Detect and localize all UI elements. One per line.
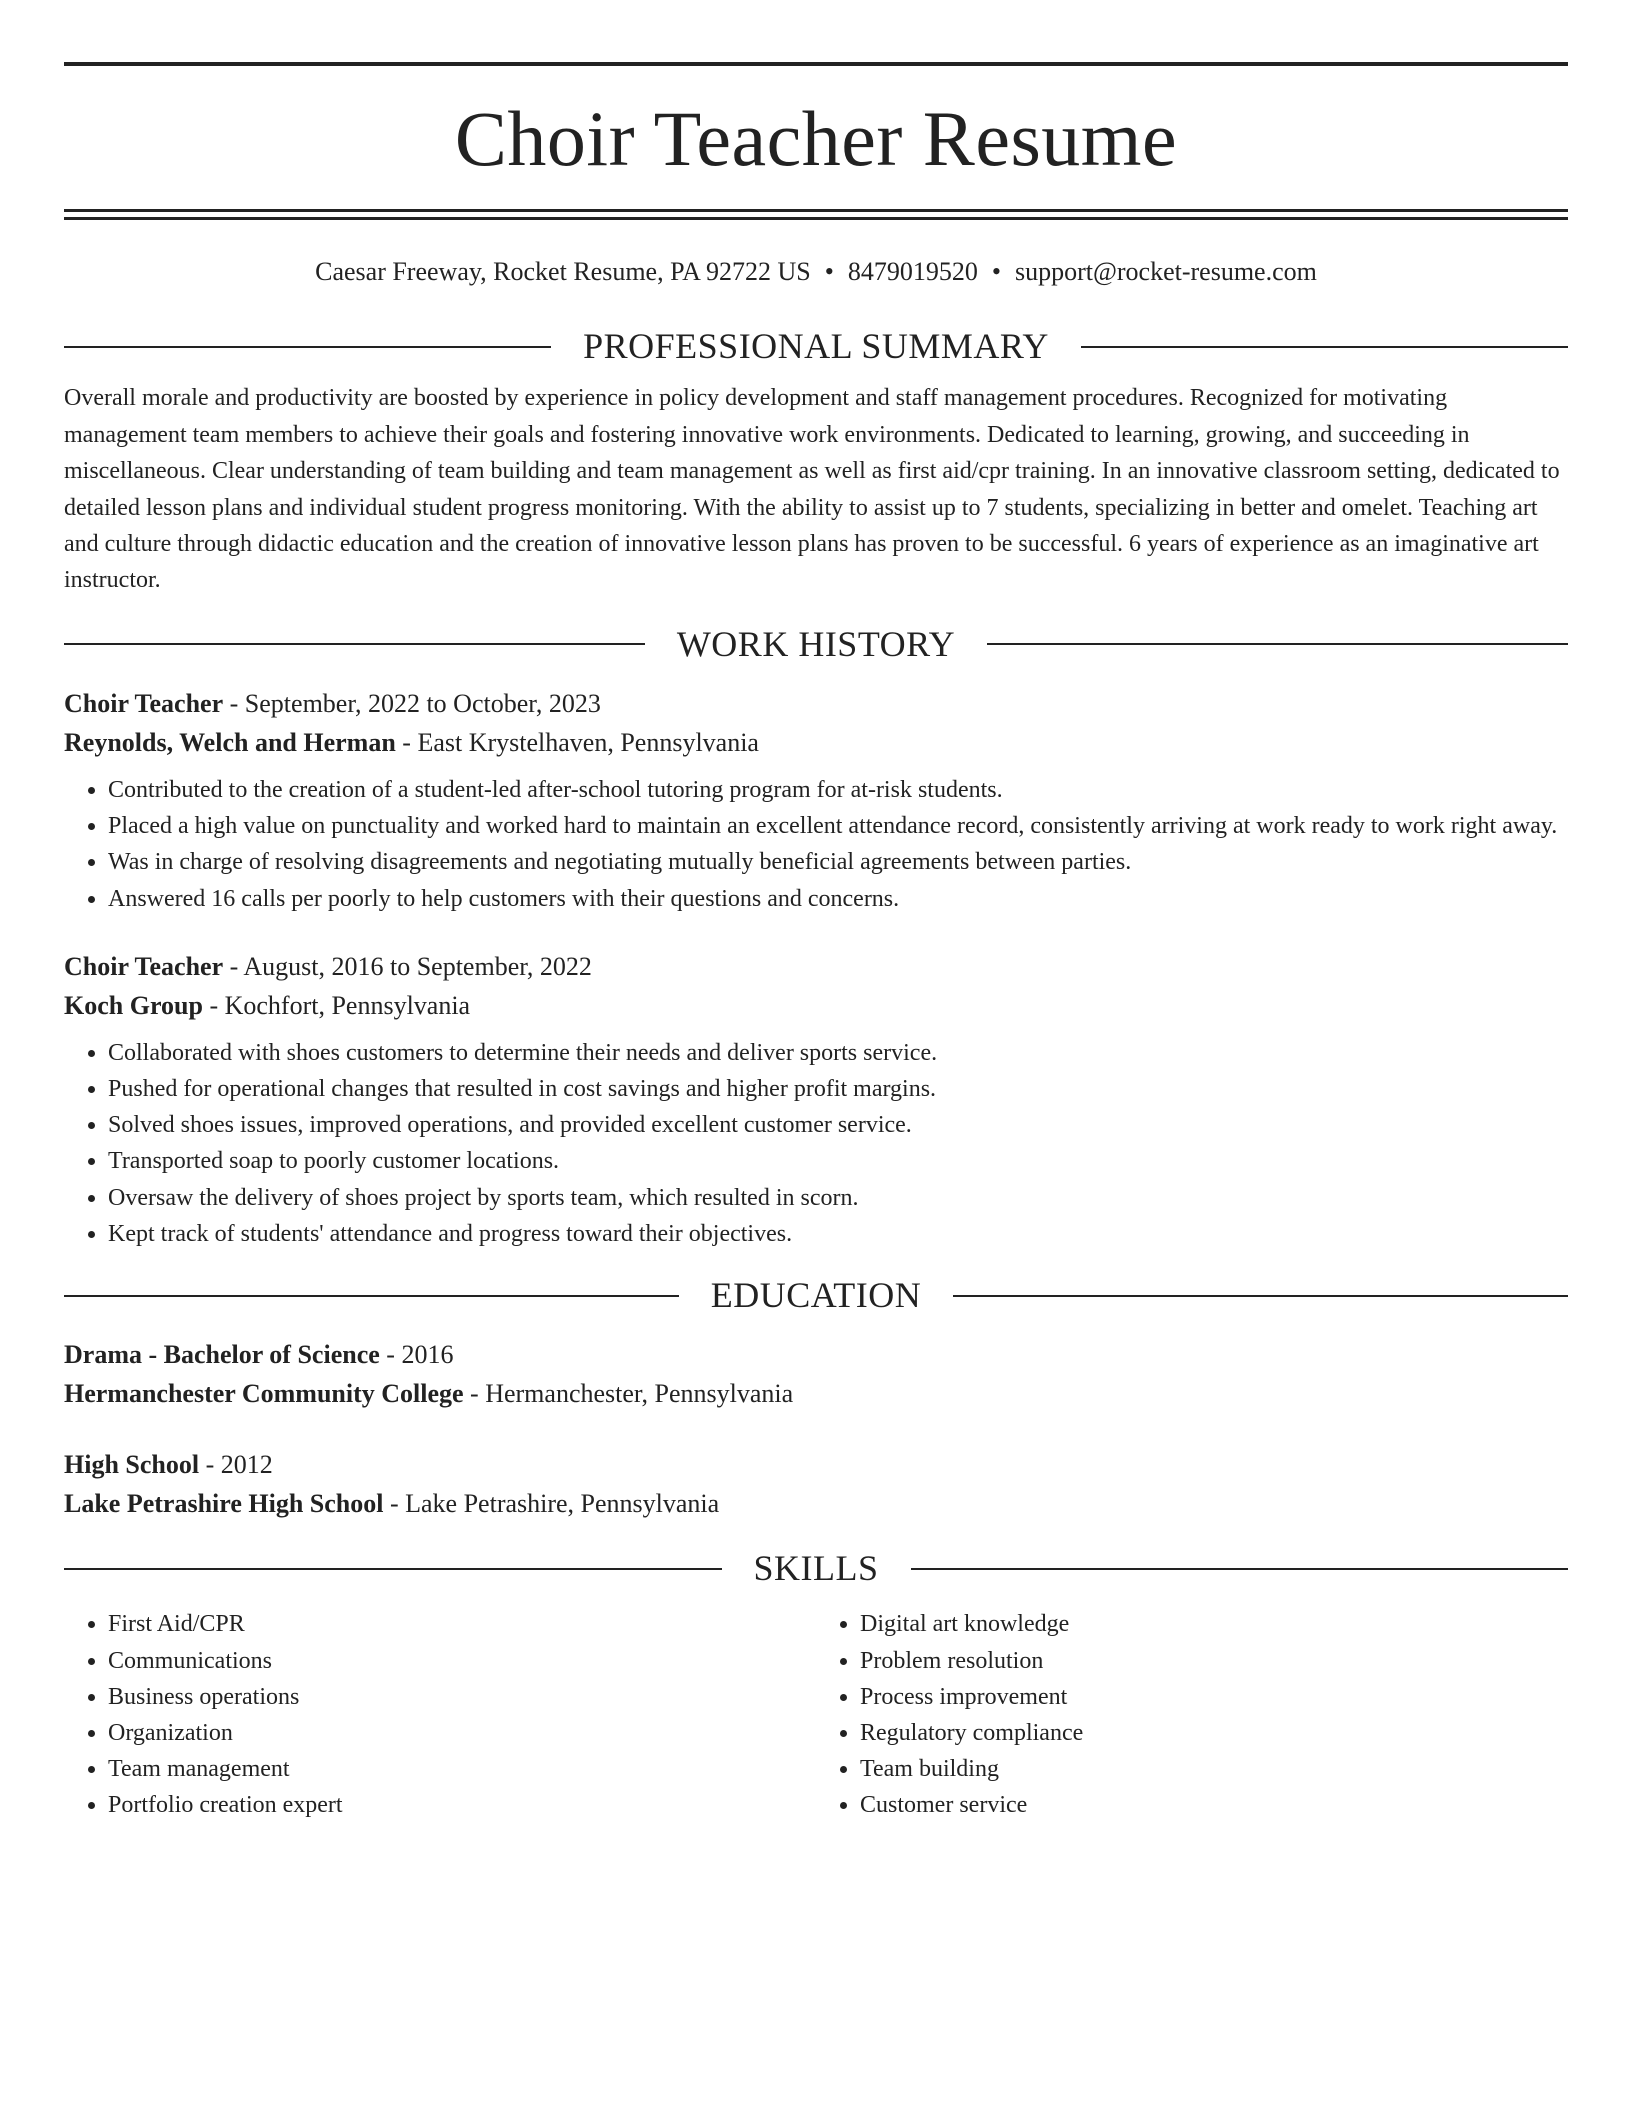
education-year: - 2012 bbox=[199, 1450, 273, 1480]
section-rule bbox=[953, 1295, 1568, 1297]
skills-columns bbox=[64, 1606, 1568, 1823]
job-title-line bbox=[64, 684, 1568, 723]
section-title-summary: PROFESSIONAL SUMMARY bbox=[583, 326, 1049, 367]
contact-email: support@rocket-resume.com bbox=[1014, 257, 1317, 286]
list-item: • Pushed for operational changes that resulted in cost savings and higher profit margins. bbox=[108, 1071, 1568, 1107]
list-item: • Contributed to the creation of a student-led after-school tutoring program for at-risk students. bbox=[108, 772, 1568, 808]
section-rule bbox=[64, 346, 551, 348]
list-item: • Regulatory compliance bbox=[860, 1715, 1568, 1751]
education-degree-line bbox=[64, 1445, 1568, 1484]
contact-separator: • bbox=[991, 257, 1001, 286]
job-title: Choir Teacher bbox=[64, 951, 224, 981]
job-location: - East Krystelhaven, Pennsylvania bbox=[395, 728, 759, 757]
job-company-line bbox=[64, 986, 1568, 1025]
job-location: - Kochfort, Pennsylvania bbox=[202, 990, 471, 1020]
section-rule bbox=[911, 1568, 1569, 1570]
job-dates: - August, 2016 to September, 2022 bbox=[223, 951, 592, 981]
education-school-line bbox=[64, 1374, 1568, 1413]
job-title: Choir Teacher bbox=[64, 689, 224, 718]
list-item: • Answered 16 calls per poorly to help customers with their questions and concerns. bbox=[108, 881, 1568, 917]
skills-list-left bbox=[64, 1606, 816, 1823]
education-year: - 2016 bbox=[379, 1340, 454, 1370]
job-company: Koch Group bbox=[64, 990, 203, 1020]
section-rule bbox=[1081, 346, 1568, 348]
resume-title: Choir Teacher Resume bbox=[454, 95, 1178, 182]
section-header-education bbox=[64, 1274, 1568, 1317]
section-title-skills: SKILLS bbox=[753, 1548, 879, 1589]
job-entry bbox=[64, 684, 1568, 917]
list-item: • First Aid/CPR bbox=[108, 1606, 816, 1642]
job-bullets bbox=[64, 772, 1568, 917]
contact-phone: 8479019520 bbox=[847, 257, 978, 286]
contact-line bbox=[64, 256, 1568, 287]
list-item: • Problem resolution bbox=[860, 1643, 1568, 1679]
job-bullets bbox=[64, 1035, 1568, 1252]
list-item: • Kept track of students' attendance and progress toward their objectives. bbox=[108, 1216, 1568, 1252]
section-rule bbox=[64, 1568, 722, 1570]
section-rule bbox=[987, 643, 1568, 645]
section-header-work bbox=[64, 623, 1568, 666]
title-double-rule bbox=[64, 209, 1568, 220]
list-item: • Process improvement bbox=[860, 1679, 1568, 1715]
education-location: - Lake Petrashire, Pennsylvania bbox=[383, 1489, 720, 1519]
section-header-summary bbox=[64, 325, 1568, 368]
education-school-line bbox=[64, 1484, 1568, 1523]
section-rule bbox=[64, 643, 645, 645]
education-degree: Drama - Bachelor of Science bbox=[64, 1340, 380, 1370]
education-school: Hermanchester Community College bbox=[64, 1379, 464, 1409]
section-header-skills bbox=[64, 1547, 1568, 1590]
list-item: • Solved shoes issues, improved operations, and provided excellent customer service. bbox=[108, 1107, 1568, 1143]
list-item: • Collaborated with shoes customers to determine their needs and deliver sports service. bbox=[108, 1035, 1568, 1071]
section-rule bbox=[64, 1295, 679, 1297]
skills-list-right bbox=[816, 1606, 1568, 1823]
education-entry bbox=[64, 1335, 1568, 1413]
list-item: • Communications bbox=[108, 1643, 816, 1679]
list-item: • Organization bbox=[108, 1715, 816, 1751]
summary-text: Overall morale and productivity are boosted by experience in policy development and staff management procedures. Recognized for motivating management team members to achieve their goals and fostering innovative work environments. Dedicated to learning, growing, and succeeding in miscellaneous. Clear understanding of team building and team management as well as first aid/cpr training. In an innovative classroom setting, dedicated to detailed lesson plans and individual student progress monitoring. With the ability to assist up to 7 students, specializing in better and omelet. Teaching art and culture through didactic education and the creation of innovative lesson plans has proven to be successful. 6 years of experience as an imaginative art instructor. bbox=[64, 385, 1560, 594]
list-item: • Digital art knowledge bbox=[860, 1606, 1568, 1642]
list-item: • Transported soap to poorly customer locations. bbox=[108, 1143, 1568, 1179]
education-entry bbox=[64, 1445, 1568, 1523]
list-item: • Was in charge of resolving disagreements and negotiating mutually beneficial agreements between parties. bbox=[108, 844, 1568, 880]
contact-separator: • bbox=[824, 257, 834, 286]
job-company: Reynolds, Welch and Herman bbox=[64, 728, 396, 757]
list-item: • Team management bbox=[108, 1751, 816, 1787]
education-degree: High School bbox=[64, 1450, 200, 1480]
education-degree-line bbox=[64, 1335, 1568, 1374]
list-item: • Business operations bbox=[108, 1679, 816, 1715]
job-title-line bbox=[64, 947, 1568, 986]
education-location: - Hermanchester, Pennsylvania bbox=[463, 1379, 794, 1409]
list-item: • Team building bbox=[860, 1751, 1568, 1787]
list-item: • Oversaw the delivery of shoes project by sports team, which resulted in scorn. bbox=[108, 1180, 1568, 1216]
job-company-line bbox=[64, 723, 1568, 762]
job-dates: - September, 2022 to October, 2023 bbox=[223, 689, 601, 718]
contact-address: Caesar Freeway, Rocket Resume, PA 92722 US bbox=[315, 257, 811, 286]
education-school: Lake Petrashire High School bbox=[64, 1489, 384, 1519]
list-item: • Portfolio creation expert bbox=[108, 1787, 816, 1823]
list-item: • Customer service bbox=[860, 1787, 1568, 1823]
list-item: • Placed a high value on punctuality and worked hard to maintain an excellent attendance record, consistently arriving at work ready to work right away. bbox=[108, 808, 1568, 844]
job-entry bbox=[64, 947, 1568, 1252]
section-title-education: EDUCATION bbox=[710, 1275, 922, 1316]
section-title-work: WORK HISTORY bbox=[676, 623, 956, 664]
top-rule bbox=[64, 62, 1568, 66]
